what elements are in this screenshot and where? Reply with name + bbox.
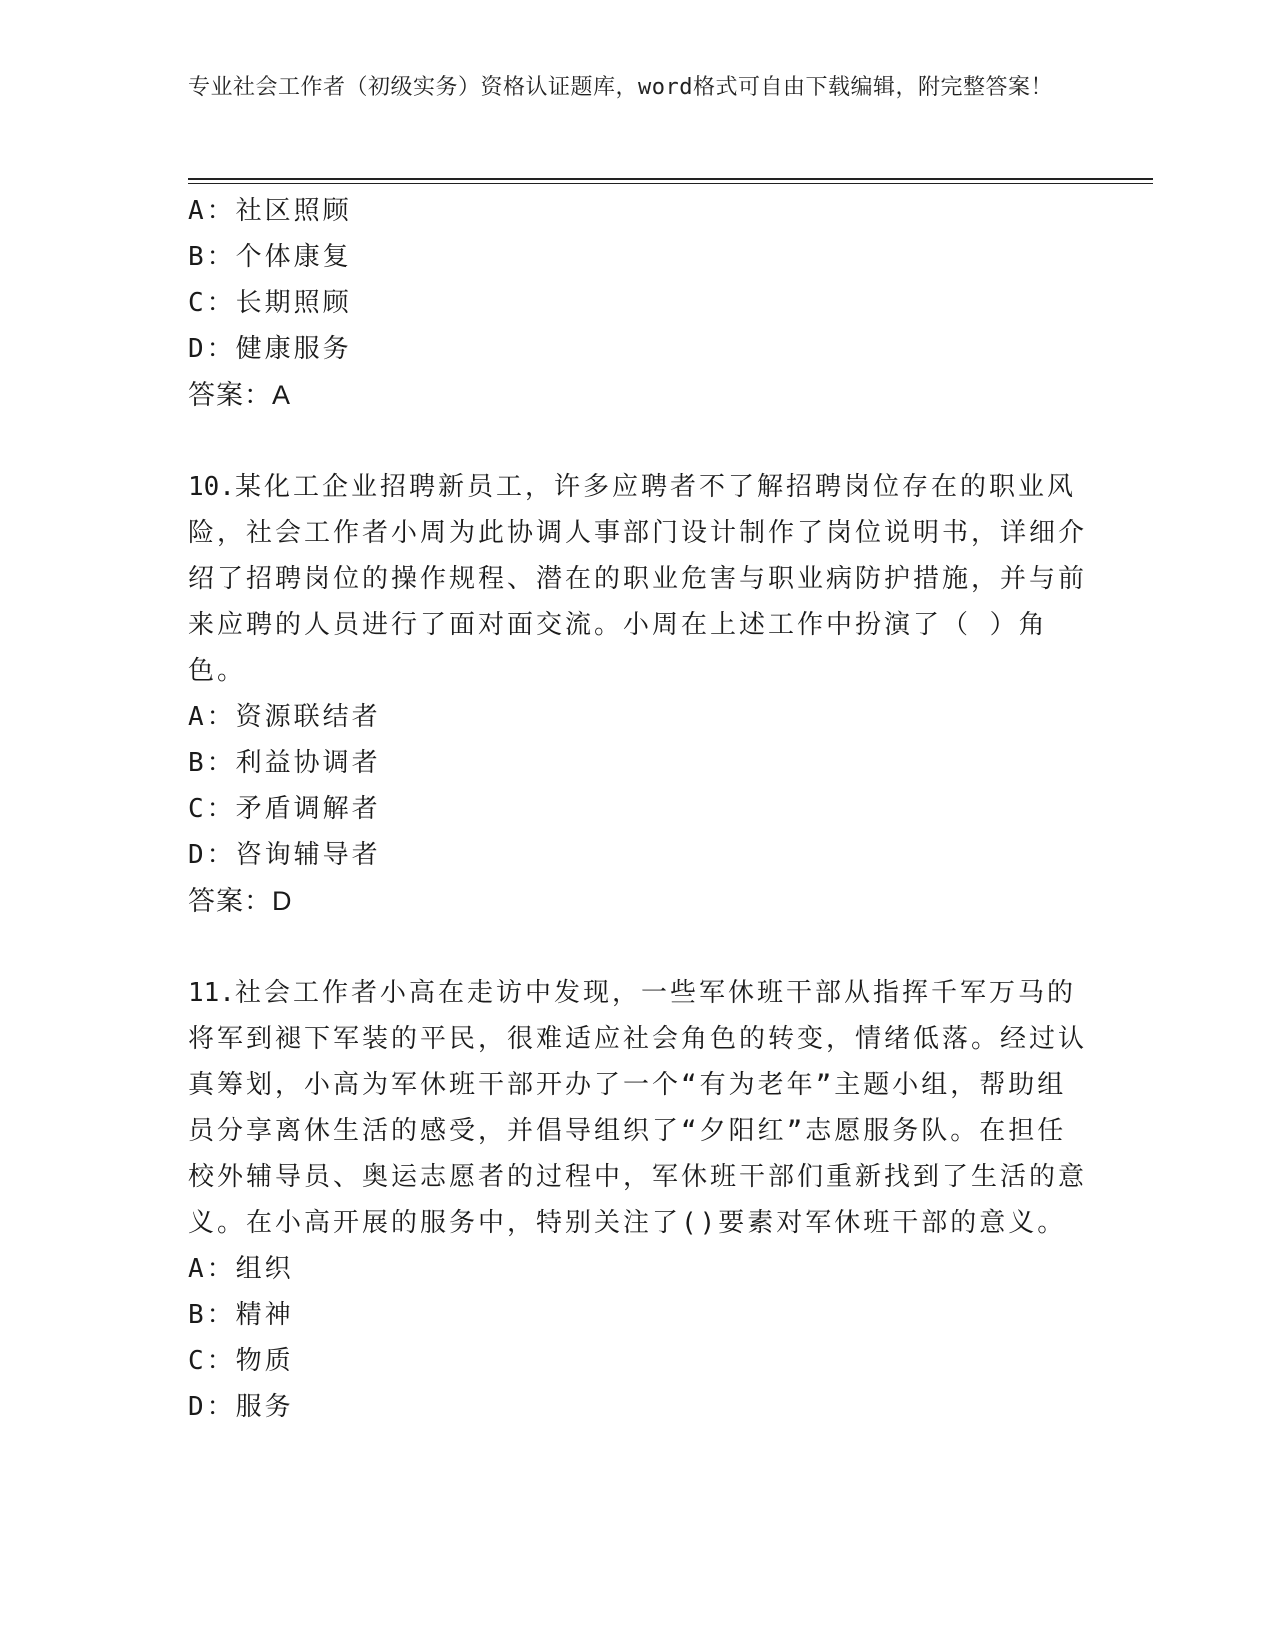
option-text: 组织 bbox=[235, 1254, 294, 1284]
option-text: 物质 bbox=[235, 1346, 294, 1376]
answer-label: 答案： bbox=[188, 886, 272, 916]
option-text: 精神 bbox=[235, 1300, 294, 1330]
option-key: B： bbox=[188, 748, 236, 778]
option-b bbox=[188, 234, 1088, 280]
question-stem bbox=[188, 970, 1088, 1246]
option-key: D： bbox=[188, 1392, 236, 1422]
question-block-10 bbox=[188, 464, 1088, 924]
option-key: D： bbox=[188, 840, 236, 870]
option-key: A： bbox=[188, 1254, 236, 1284]
option-c bbox=[188, 786, 1088, 832]
option-d bbox=[188, 326, 1088, 372]
question-number: 11. bbox=[188, 978, 235, 1008]
option-text: 服务 bbox=[235, 1392, 294, 1422]
option-key: A： bbox=[188, 196, 236, 226]
document-header: 专业社会工作者（初级实务）资格认证题库，word格式可自由下载编辑，附完整答案！ bbox=[188, 75, 1053, 100]
option-b bbox=[188, 1292, 1088, 1338]
header-divider-thin bbox=[188, 183, 1153, 184]
header-divider-thick bbox=[188, 178, 1153, 180]
option-text: 社区照顾 bbox=[235, 196, 352, 226]
question-block-11 bbox=[188, 970, 1088, 1430]
question-text: 某化工企业招聘新员工，许多应聘者不了解招聘岗位存在的职业风险，社会工作者小周为此协调人事部门设计制作了岗位说明书，详细介绍了招聘岗位的操作规程、潜在的职业危害与职业病防护措施，并与前来应聘的人员进行了面对面交流。小周在上述工作中扮演了（ ）角色。 bbox=[188, 472, 1088, 686]
option-a bbox=[188, 694, 1088, 740]
option-key: A： bbox=[188, 702, 236, 732]
option-d bbox=[188, 832, 1088, 878]
option-a bbox=[188, 188, 1088, 234]
option-text: 健康服务 bbox=[235, 334, 352, 364]
option-key: B： bbox=[188, 242, 236, 272]
option-b bbox=[188, 740, 1088, 786]
question-text: 社会工作者小高在走访中发现，一些军休班干部从指挥千军万马的将军到褪下军装的平民，很难适应社会角色的转变，情绪低落。经过认真筹划，小高为军休班干部开办了一个“有为老年”主题小组，帮助组员分享离休生活的感受，并倡导组织了“夕阳红”志愿服务队。在担任校外辅导员、奥运志愿者的过程中，军休班干部们重新找到了生活的意义。在小高开展的服务中，特别关注了()要素对军休班干部的意义。 bbox=[188, 978, 1088, 1238]
question-list bbox=[188, 188, 1088, 1430]
option-key: D： bbox=[188, 334, 236, 364]
answer-value: A bbox=[272, 380, 292, 410]
option-key: C： bbox=[188, 794, 236, 824]
option-text: 咨询辅导者 bbox=[235, 840, 381, 870]
question-number: 10. bbox=[188, 472, 235, 502]
option-text: 利益协调者 bbox=[235, 748, 381, 778]
option-d bbox=[188, 1384, 1088, 1430]
answer-line bbox=[188, 372, 1088, 418]
question-block-9 bbox=[188, 188, 1088, 418]
option-text: 矛盾调解者 bbox=[235, 794, 381, 824]
option-key: C： bbox=[188, 1346, 236, 1376]
answer-value: D bbox=[272, 886, 293, 916]
option-c bbox=[188, 280, 1088, 326]
option-key: B： bbox=[188, 1300, 236, 1330]
option-a bbox=[188, 1246, 1088, 1292]
answer-line bbox=[188, 878, 1088, 924]
question-stem bbox=[188, 464, 1088, 694]
answer-label: 答案： bbox=[188, 380, 272, 410]
option-key: C： bbox=[188, 288, 236, 318]
option-text: 长期照顾 bbox=[235, 288, 352, 318]
option-c bbox=[188, 1338, 1088, 1384]
option-text: 个体康复 bbox=[235, 242, 352, 272]
option-text: 资源联结者 bbox=[235, 702, 381, 732]
